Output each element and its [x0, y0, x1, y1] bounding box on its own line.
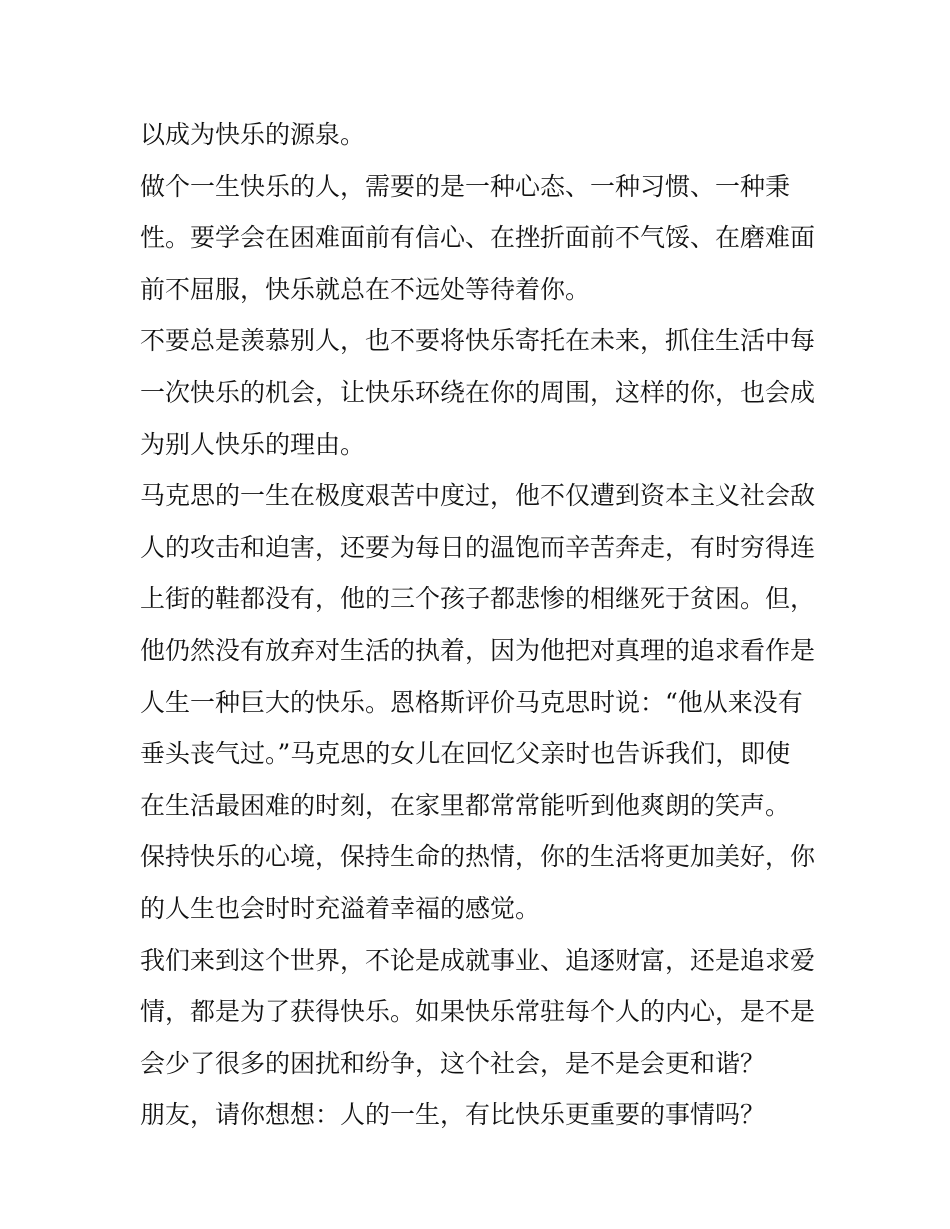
text-line-13: 垂头丧气过。”马克思的女儿在回忆父亲时也告诉我们，即使: [140, 739, 791, 769]
text-line-1: 以成为快乐的源泉。: [140, 120, 366, 149]
text-line-6: 一次快乐的机会，让快乐环绕在你的周围，这样的你，也会成: [140, 377, 816, 407]
text-line-15: 保持快乐的心境，保持生命的热情，你的生活将更加美好，你: [140, 842, 816, 872]
text-line-16: 的人生也会时时充溢着幸福的感觉。: [140, 893, 541, 923]
text-line-4: 前不屈服，快乐就总在不远处等待着你。: [140, 274, 591, 304]
text-line-9: 人的攻击和迫害，还要为每日的温饱而辛苦奔走，有时穷得连: [140, 532, 816, 562]
text-line-18: 情，都是为了获得快乐。如果快乐常驻每个人的内心，是不是: [140, 997, 816, 1027]
document-body: [140, 109, 820, 1141]
text-line-19: 会少了很多的困扰和纷争，这个社会，是不是会更和谐？: [140, 1048, 766, 1078]
text-line-14: 在生活最困难的时刻，在家里都常常能听到他爽朗的笑声。: [140, 790, 791, 820]
text-line-7: 为别人快乐的理由。: [140, 429, 366, 459]
text-line-8: 马克思的一生在极度艰苦中度过，他不仅遭到资本主义社会敌: [140, 481, 816, 511]
text-line-11: 他仍然没有放弃对生活的执着，因为他把对真理的追求看作是: [140, 635, 816, 665]
text-line-20: 朋友，请你想想：人的一生，有比快乐更重要的事情吗？: [140, 1100, 766, 1130]
text-line-10: 上街的鞋都没有，他的三个孩子都悲惨的相继死于贫困。但，: [140, 584, 816, 614]
text-line-5: 不要总是羡慕别人，也不要将快乐寄托在未来，抓住生活中每: [140, 326, 816, 356]
text-line-12: 人生一种巨大的快乐。恩格斯评价马克思时说：“他从来没有: [140, 687, 803, 717]
text-line-3: 性。要学会在困难面前有信心、在挫折面前不气馁、在磨难面: [140, 223, 816, 253]
text-line-17: 我们来到这个世界，不论是成就事业、追逐财富，还是追求爱: [140, 945, 816, 975]
text-line-2: 做个一生快乐的人，需要的是一种心态、一种习惯、一种秉: [140, 171, 791, 201]
